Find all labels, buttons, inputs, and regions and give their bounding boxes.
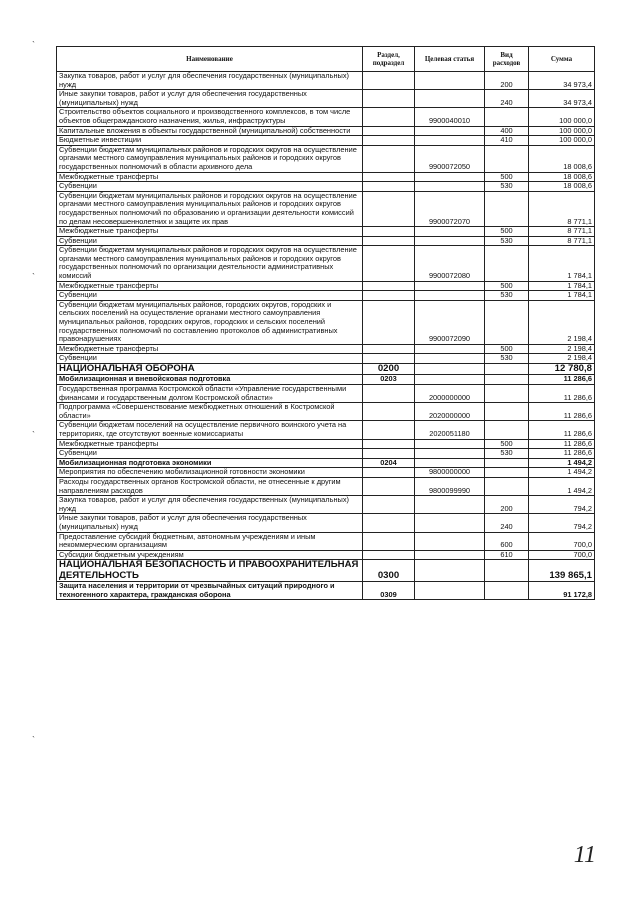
cell-section xyxy=(363,72,415,90)
cell-sum: 2 198,4 xyxy=(529,354,595,364)
cell-name: Межбюджетные трансферты xyxy=(57,172,363,182)
cell-name: Предоставление субсидий бюджетным, автономным учреждениям и иным некоммерческим организациям xyxy=(57,532,363,550)
cell-sum: 11 286,6 xyxy=(529,421,595,439)
cell-target xyxy=(415,364,485,375)
cell-section xyxy=(363,532,415,550)
cell-kind: 200 xyxy=(485,496,529,514)
cell-kind xyxy=(485,582,529,600)
cell-name: Закупка товаров, работ и услуг для обеспечения государственных (муниципальных) нужд xyxy=(57,496,363,514)
cell-name: Защита населения и территории от чрезвычайных ситуаций природного и техногенного характера, гражданская оборона xyxy=(57,582,363,600)
cell-section xyxy=(363,496,415,514)
cell-name: Субвенции бюджетам муниципальных районов и городских округов на осуществление органами местного самоуправления муниципальных районов и городских округов государственных полномочий в области архивного дела xyxy=(57,145,363,172)
table-row xyxy=(57,246,595,281)
cell-name: Субвенции xyxy=(57,291,363,301)
cell-target: 9900072050 xyxy=(415,145,485,172)
cell-kind: 530 xyxy=(485,354,529,364)
cell-kind: 400 xyxy=(485,126,529,136)
cell-section xyxy=(363,126,415,136)
table-row xyxy=(57,364,595,375)
cell-target xyxy=(415,439,485,449)
cell-name: Межбюджетные трансферты xyxy=(57,227,363,237)
cell-target: 9800099990 xyxy=(415,477,485,495)
cell-target xyxy=(415,291,485,301)
table-row xyxy=(57,421,595,439)
cell-name: Мобилизационная и вневойсковая подготовка xyxy=(57,375,363,385)
cell-target: 9900072080 xyxy=(415,246,485,281)
cell-name: Строительство объектов социального и производственного комплексов, в том числе объектов общегражданского назначения, жилья, инфраструктуры xyxy=(57,108,363,126)
table-row xyxy=(57,136,595,146)
table-row xyxy=(57,477,595,495)
cell-kind xyxy=(485,421,529,439)
budget-table xyxy=(56,46,595,600)
cell-sum: 794,2 xyxy=(529,514,595,532)
cell-target xyxy=(415,560,485,582)
cell-sum: 11 286,6 xyxy=(529,385,595,403)
cell-section xyxy=(363,514,415,532)
cell-target xyxy=(415,550,485,560)
cell-section xyxy=(363,449,415,459)
table-row xyxy=(57,582,595,600)
header-name: Наименование xyxy=(57,47,363,72)
cell-kind xyxy=(485,246,529,281)
cell-section xyxy=(363,439,415,449)
cell-target: 2020000000 xyxy=(415,403,485,421)
cell-section xyxy=(363,300,415,344)
cell-section xyxy=(363,227,415,237)
cell-target xyxy=(415,281,485,291)
cell-sum: 100 000,0 xyxy=(529,126,595,136)
cell-name: Иные закупки товаров, работ и услуг для обеспечения государственных (муниципальных) нужд xyxy=(57,514,363,532)
cell-name: Расходы государственных органов Костромской области, не отнесенные к другим направлениям расходов xyxy=(57,477,363,495)
cell-sum: 700,0 xyxy=(529,550,595,560)
cell-name: Субвенции xyxy=(57,354,363,364)
table-row xyxy=(57,227,595,237)
cell-section xyxy=(363,291,415,301)
table-row xyxy=(57,191,595,226)
table-row xyxy=(57,403,595,421)
cell-kind: 500 xyxy=(485,172,529,182)
table-header-row xyxy=(57,47,595,72)
cell-kind: 600 xyxy=(485,532,529,550)
cell-name: Закупка товаров, работ и услуг для обеспечения государственных (муниципальных) нужд xyxy=(57,72,363,90)
table-row xyxy=(57,108,595,126)
cell-kind: 240 xyxy=(485,90,529,108)
cell-section xyxy=(363,108,415,126)
cell-target xyxy=(415,449,485,459)
cell-name: Мероприятия по обеспечению мобилизационной готовности экономики xyxy=(57,468,363,478)
cell-target xyxy=(415,136,485,146)
cell-section xyxy=(363,385,415,403)
table-row xyxy=(57,72,595,90)
cell-kind xyxy=(485,191,529,226)
cell-target xyxy=(415,582,485,600)
cell-target xyxy=(415,227,485,237)
cell-sum: 2 198,4 xyxy=(529,300,595,344)
cell-kind xyxy=(485,458,529,468)
table-row xyxy=(57,560,595,582)
cell-sum: 1 784,1 xyxy=(529,246,595,281)
cell-name: Межбюджетные трансферты xyxy=(57,281,363,291)
cell-kind: 530 xyxy=(485,291,529,301)
cell-section xyxy=(363,145,415,172)
cell-section: 0203 xyxy=(363,375,415,385)
cell-target xyxy=(415,172,485,182)
cell-sum: 8 771,1 xyxy=(529,227,595,237)
cell-name: Субвенции бюджетам поселений на осуществление первичного воинского учета на территориях, где отсутствуют военные комиссариаты xyxy=(57,421,363,439)
cell-kind xyxy=(485,477,529,495)
cell-section xyxy=(363,136,415,146)
cell-sum: 12 780,8 xyxy=(529,364,595,375)
cell-kind: 530 xyxy=(485,449,529,459)
cell-kind: 500 xyxy=(485,281,529,291)
cell-target xyxy=(415,496,485,514)
scan-mark: ` xyxy=(32,430,35,440)
table-row xyxy=(57,496,595,514)
table-body xyxy=(57,72,595,600)
cell-section: 0204 xyxy=(363,458,415,468)
cell-sum: 18 008,6 xyxy=(529,172,595,182)
cell-kind xyxy=(485,108,529,126)
cell-sum: 1 494,2 xyxy=(529,477,595,495)
cell-target: 9800000000 xyxy=(415,468,485,478)
cell-section xyxy=(363,477,415,495)
cell-sum: 8 771,1 xyxy=(529,191,595,226)
table-row xyxy=(57,182,595,192)
cell-name: Капитальные вложения в объекты государственной (муниципальной) собственности xyxy=(57,126,363,136)
cell-section xyxy=(363,90,415,108)
cell-kind xyxy=(485,385,529,403)
cell-sum: 11 286,6 xyxy=(529,439,595,449)
cell-sum: 2 198,4 xyxy=(529,344,595,354)
cell-target: 2020051180 xyxy=(415,421,485,439)
cell-section xyxy=(363,468,415,478)
header-sum: Сумма xyxy=(529,47,595,72)
cell-section: 0309 xyxy=(363,582,415,600)
cell-kind: 500 xyxy=(485,227,529,237)
cell-name: НАЦИОНАЛЬНАЯ ОБОРОНА xyxy=(57,364,363,375)
header-target: Целевая статья xyxy=(415,47,485,72)
cell-name: Мобилизационная подготовка экономики xyxy=(57,458,363,468)
table-row xyxy=(57,439,595,449)
cell-target xyxy=(415,90,485,108)
cell-kind: 240 xyxy=(485,514,529,532)
cell-kind: 530 xyxy=(485,182,529,192)
table-row xyxy=(57,281,595,291)
cell-section xyxy=(363,550,415,560)
cell-kind xyxy=(485,560,529,582)
cell-section: 0200 xyxy=(363,364,415,375)
cell-section xyxy=(363,182,415,192)
cell-section xyxy=(363,403,415,421)
scan-mark: ` xyxy=(32,40,35,50)
cell-target xyxy=(415,72,485,90)
cell-sum: 18 008,6 xyxy=(529,182,595,192)
cell-sum: 139 865,1 xyxy=(529,560,595,582)
cell-sum: 1 784,1 xyxy=(529,291,595,301)
cell-target xyxy=(415,514,485,532)
cell-sum: 11 286,6 xyxy=(529,449,595,459)
cell-kind xyxy=(485,468,529,478)
cell-section xyxy=(363,172,415,182)
cell-sum: 1 494,2 xyxy=(529,468,595,478)
cell-sum: 18 008,6 xyxy=(529,145,595,172)
cell-section xyxy=(363,236,415,246)
scan-mark: ` xyxy=(32,735,35,745)
cell-name: НАЦИОНАЛЬНАЯ БЕЗОПАСНОСТЬ И ПРАВООХРАНИТЕЛЬНАЯ ДЕЯТЕЛЬНОСТЬ xyxy=(57,560,363,582)
cell-section xyxy=(363,246,415,281)
cell-sum: 700,0 xyxy=(529,532,595,550)
table-row xyxy=(57,300,595,344)
cell-name: Субвенции xyxy=(57,236,363,246)
scan-mark: ` xyxy=(32,272,35,282)
table-row xyxy=(57,514,595,532)
cell-target: 9900040010 xyxy=(415,108,485,126)
cell-target: 9900072090 xyxy=(415,300,485,344)
table-row xyxy=(57,532,595,550)
cell-name: Субвенции бюджетам муниципальных районов, городских округов, городских и сельских поселений на осуществление органами местного самоуправления муниципальных районов, городских округов, городских и сельских поселений государственных полномочий по составлению протоколов об административных правонарушениях xyxy=(57,300,363,344)
cell-kind xyxy=(485,145,529,172)
cell-name: Межбюджетные трансферты xyxy=(57,439,363,449)
cell-name: Государственная программа Костромской области «Управление государственными финансами и государственным долгом Костромской области» xyxy=(57,385,363,403)
cell-sum: 794,2 xyxy=(529,496,595,514)
page-number: 11 xyxy=(573,842,596,868)
cell-kind xyxy=(485,375,529,385)
cell-kind xyxy=(485,364,529,375)
table-row xyxy=(57,468,595,478)
cell-sum: 1 784,1 xyxy=(529,281,595,291)
cell-section: 0300 xyxy=(363,560,415,582)
table-row xyxy=(57,385,595,403)
cell-section xyxy=(363,344,415,354)
cell-name: Бюджетные инвестиции xyxy=(57,136,363,146)
table-row xyxy=(57,172,595,182)
table-row xyxy=(57,145,595,172)
cell-kind: 610 xyxy=(485,550,529,560)
cell-section xyxy=(363,281,415,291)
cell-name: Межбюджетные трансферты xyxy=(57,344,363,354)
cell-name: Субвенции бюджетам муниципальных районов и городских округов на осуществление органами местного самоуправления муниципальных районов и городских округов государственных полномочий по образованию и организации деятельности комиссий по делам несовершеннолетних и защите их прав xyxy=(57,191,363,226)
cell-name: Иные закупки товаров, работ и услуг для обеспечения государственных (муниципальных) нужд xyxy=(57,90,363,108)
cell-name: Субвенции xyxy=(57,449,363,459)
cell-sum: 34 973,4 xyxy=(529,90,595,108)
table-row xyxy=(57,449,595,459)
cell-name: Субвенции бюджетам муниципальных районов и городских округов на осуществление органами местного самоуправления муниципальных районов и городских округов государственных полномочий по организации деятельности административных комиссий xyxy=(57,246,363,281)
cell-sum: 1 494,2 xyxy=(529,458,595,468)
table-row xyxy=(57,344,595,354)
cell-sum: 91 172,8 xyxy=(529,582,595,600)
cell-sum: 8 771,1 xyxy=(529,236,595,246)
cell-target xyxy=(415,532,485,550)
cell-kind xyxy=(485,300,529,344)
cell-target xyxy=(415,126,485,136)
table-row xyxy=(57,291,595,301)
cell-section xyxy=(363,421,415,439)
cell-target: 2000000000 xyxy=(415,385,485,403)
cell-kind: 410 xyxy=(485,136,529,146)
cell-sum: 100 000,0 xyxy=(529,136,595,146)
cell-name: Подпрограмма «Совершенствование межбюджетных отношений в Костромской области» xyxy=(57,403,363,421)
cell-target xyxy=(415,236,485,246)
table-row xyxy=(57,90,595,108)
cell-target xyxy=(415,344,485,354)
header-kind: Вид расходов xyxy=(485,47,529,72)
cell-target xyxy=(415,182,485,192)
cell-sum: 34 973,4 xyxy=(529,72,595,90)
cell-kind: 200 xyxy=(485,72,529,90)
cell-kind: 500 xyxy=(485,344,529,354)
cell-target xyxy=(415,375,485,385)
header-section: Раздел, подраздел xyxy=(363,47,415,72)
cell-name: Субсидии бюджетным учреждениям xyxy=(57,550,363,560)
cell-sum: 11 286,6 xyxy=(529,403,595,421)
cell-kind xyxy=(485,403,529,421)
cell-sum: 11 286,6 xyxy=(529,375,595,385)
cell-kind: 500 xyxy=(485,439,529,449)
cell-sum: 100 000,0 xyxy=(529,108,595,126)
cell-target xyxy=(415,354,485,364)
cell-name: Субвенции xyxy=(57,182,363,192)
cell-section xyxy=(363,191,415,226)
cell-kind: 530 xyxy=(485,236,529,246)
cell-target: 9900072070 xyxy=(415,191,485,226)
